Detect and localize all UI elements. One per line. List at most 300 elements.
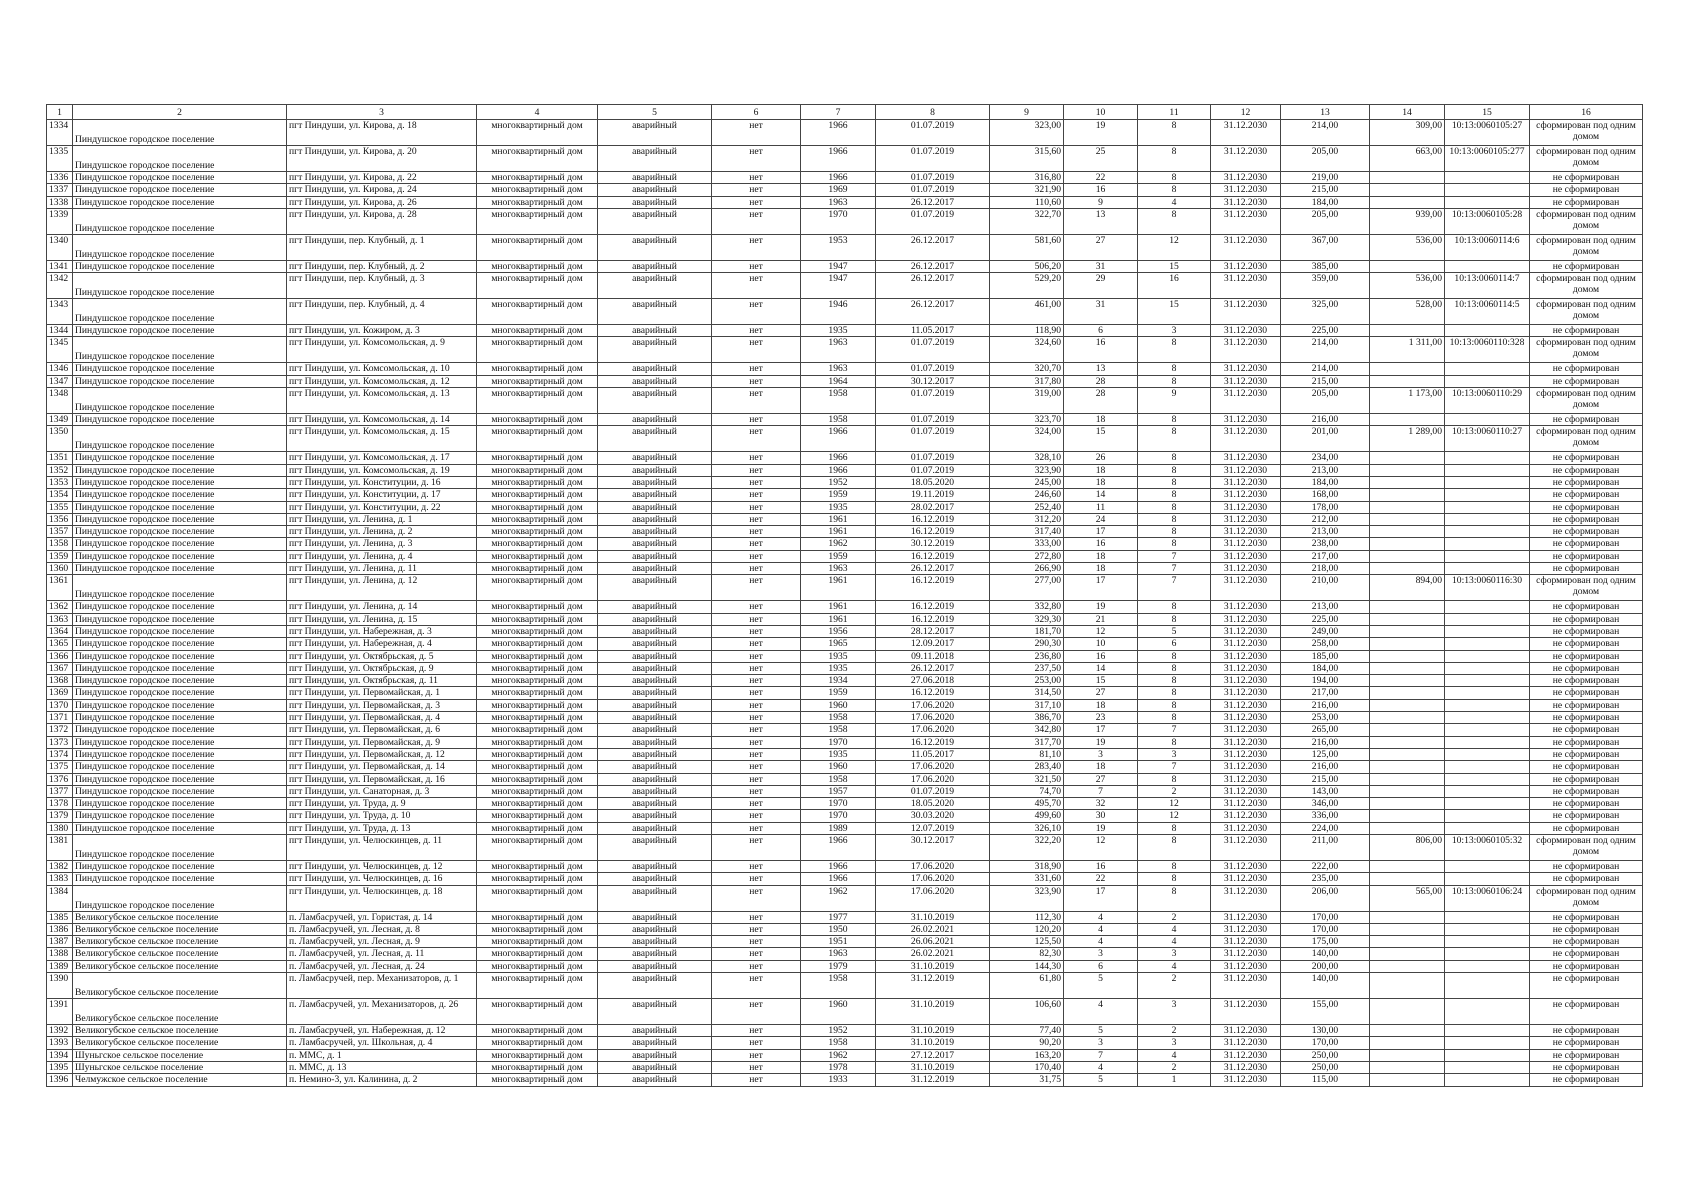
cell-residents: 9 — [1064, 196, 1138, 208]
cell-decision-date: 17.06.2020 — [876, 773, 990, 785]
cell-residents: 4 — [1064, 999, 1138, 1025]
cell-cadastral-number — [1445, 798, 1530, 810]
cell-residents: 17 — [1064, 526, 1138, 538]
cell-status-flag: нет — [712, 388, 801, 414]
cell-row-number: 1346 — [47, 363, 73, 375]
cell-row-number: 1366 — [47, 650, 73, 662]
table-row — [47, 1037, 1643, 1049]
cell-deadline: 31.12.2030 — [1211, 1061, 1281, 1073]
cell-municipality: Пиндушское городское поселение — [73, 146, 287, 172]
cell-land-status: не сформирован — [1530, 638, 1643, 650]
cell-row-number: 1340 — [47, 234, 73, 260]
cell-municipality: Пиндушское городское поселение — [73, 501, 287, 513]
cell-cost: 206,00 — [1281, 885, 1370, 911]
cell-decision-date: 26.12.2017 — [876, 260, 990, 272]
cell-municipality: Пиндушское городское поселение — [73, 489, 287, 501]
cell-apartments: 4 — [1138, 196, 1211, 208]
cell-status-flag: нет — [712, 999, 801, 1025]
cell-row-number: 1351 — [47, 452, 73, 464]
cell-apartments: 8 — [1138, 337, 1211, 363]
cell-address: пгт Пиндуши, ул. Конституции, д. 17 — [287, 489, 477, 501]
cell-deadline: 31.12.2030 — [1211, 936, 1281, 948]
table-row — [47, 936, 1643, 948]
cell-building-type: многоквартирный дом — [477, 452, 598, 464]
cell-decision-date: 11.05.2017 — [876, 325, 990, 337]
cell-row-number: 1377 — [47, 785, 73, 797]
cell-land-area — [1370, 601, 1445, 613]
cell-deadline: 31.12.2030 — [1211, 414, 1281, 426]
cell-year-built: 1962 — [801, 885, 876, 911]
cell-decision-date: 18.05.2020 — [876, 476, 990, 488]
cell-deadline: 31.12.2030 — [1211, 834, 1281, 860]
cell-deadline: 31.12.2030 — [1211, 464, 1281, 476]
cell-area: 329,30 — [990, 613, 1064, 625]
cell-land-area: 528,00 — [1370, 299, 1445, 325]
cell-status-flag: нет — [712, 873, 801, 885]
cell-cost: 211,00 — [1281, 834, 1370, 860]
cell-status-flag: нет — [712, 748, 801, 760]
cell-condition: аварийный — [598, 923, 712, 935]
cell-municipality: Пиндушское городское поселение — [73, 650, 287, 662]
cell-year-built: 1964 — [801, 375, 876, 387]
cell-apartments: 8 — [1138, 414, 1211, 426]
cell-cadastral-number — [1445, 613, 1530, 625]
cell-address: пгт Пиндуши, ул. Ленина, д. 12 — [287, 575, 477, 601]
cell-decision-date: 27.12.2017 — [876, 1049, 990, 1061]
cell-address: пгт Пиндуши, ул. Кирова, д. 22 — [287, 172, 477, 184]
cell-residents: 11 — [1064, 501, 1138, 513]
cell-year-built: 1966 — [801, 452, 876, 464]
cell-residents: 14 — [1064, 489, 1138, 501]
cell-residents: 29 — [1064, 273, 1138, 299]
cell-deadline: 31.12.2030 — [1211, 973, 1281, 999]
cell-residents: 18 — [1064, 550, 1138, 562]
cell-condition: аварийный — [598, 172, 712, 184]
cell-area: 252,40 — [990, 501, 1064, 513]
cell-condition: аварийный — [598, 1061, 712, 1073]
table-row — [47, 414, 1643, 426]
cell-condition: аварийный — [598, 822, 712, 834]
cell-municipality: Пиндушское городское поселение — [73, 208, 287, 234]
cell-building-type: многоквартирный дом — [477, 563, 598, 575]
cell-land-area: 939,00 — [1370, 208, 1445, 234]
cell-deadline: 31.12.2030 — [1211, 761, 1281, 773]
cell-area: 461,00 — [990, 299, 1064, 325]
cell-land-area — [1370, 761, 1445, 773]
cell-building-type: многоквартирный дом — [477, 513, 598, 525]
cell-address: пгт Пиндуши, пер. Клубный, д. 2 — [287, 260, 477, 272]
cell-municipality: Пиндушское городское поселение — [73, 822, 287, 834]
cell-deadline: 31.12.2030 — [1211, 923, 1281, 935]
cell-municipality: Пиндушское городское поселение — [73, 885, 287, 911]
cell-condition: аварийный — [598, 601, 712, 613]
cell-area: 61,80 — [990, 973, 1064, 999]
cell-residents: 22 — [1064, 172, 1138, 184]
cell-apartments: 8 — [1138, 146, 1211, 172]
cell-land-status: не сформирован — [1530, 601, 1643, 613]
cell-cost: 234,00 — [1281, 452, 1370, 464]
cell-cadastral-number — [1445, 1025, 1530, 1037]
cell-year-built: 1966 — [801, 426, 876, 452]
table-row — [47, 363, 1643, 375]
cell-decision-date: 01.07.2019 — [876, 146, 990, 172]
cell-cost: 224,00 — [1281, 822, 1370, 834]
cell-year-built: 1970 — [801, 736, 876, 748]
cell-land-status: не сформирован — [1530, 363, 1643, 375]
cell-status-flag: нет — [712, 337, 801, 363]
cell-apartments: 8 — [1138, 172, 1211, 184]
cell-condition: аварийный — [598, 337, 712, 363]
cell-land-status: не сформирован — [1530, 687, 1643, 699]
cell-address: пгт Пиндуши, ул. Кирова, д. 20 — [287, 146, 477, 172]
cell-condition: аварийный — [598, 860, 712, 872]
table-row — [47, 538, 1643, 550]
cell-apartments: 8 — [1138, 120, 1211, 146]
cell-address: пгт Пиндуши, ул. Комсомольская, д. 17 — [287, 452, 477, 464]
cell-land-status: не сформирован — [1530, 1061, 1643, 1073]
cell-residents: 16 — [1064, 184, 1138, 196]
cell-deadline: 31.12.2030 — [1211, 1025, 1281, 1037]
table-row — [47, 120, 1643, 146]
cell-building-type: многоквартирный дом — [477, 299, 598, 325]
cell-year-built: 1947 — [801, 273, 876, 299]
cell-area: 317,70 — [990, 736, 1064, 748]
cell-building-type: многоквартирный дом — [477, 337, 598, 363]
cell-apartments: 1 — [1138, 1074, 1211, 1086]
cell-municipality: Пиндушское городское поселение — [73, 761, 287, 773]
cell-building-type: многоквартирный дом — [477, 885, 598, 911]
cell-status-flag: нет — [712, 785, 801, 797]
cell-land-area — [1370, 873, 1445, 885]
table-row — [47, 1061, 1643, 1073]
cell-condition: аварийный — [598, 650, 712, 662]
cell-year-built: 1935 — [801, 501, 876, 513]
cell-deadline: 31.12.2030 — [1211, 501, 1281, 513]
cell-status-flag: нет — [712, 476, 801, 488]
table-row — [47, 234, 1643, 260]
cell-municipality: Пиндушское городское поселение — [73, 260, 287, 272]
table-row — [47, 489, 1643, 501]
cell-cost: 185,00 — [1281, 650, 1370, 662]
cell-cadastral-number — [1445, 687, 1530, 699]
cell-condition: аварийный — [598, 712, 712, 724]
cell-condition: аварийный — [598, 414, 712, 426]
cell-land-area — [1370, 452, 1445, 464]
cell-cost: 217,00 — [1281, 550, 1370, 562]
cell-apartments: 8 — [1138, 363, 1211, 375]
cell-decision-date: 26.12.2017 — [876, 234, 990, 260]
cell-land-status: не сформирован — [1530, 513, 1643, 525]
cell-address: пгт Пиндуши, ул. Кирова, д. 24 — [287, 184, 477, 196]
cell-residents: 18 — [1064, 414, 1138, 426]
cell-land-status: не сформирован — [1530, 973, 1643, 999]
cell-building-type: многоквартирный дом — [477, 172, 598, 184]
cell-municipality: Пиндушское городское поселение — [73, 299, 287, 325]
cell-apartments: 7 — [1138, 575, 1211, 601]
cell-status-flag: нет — [712, 196, 801, 208]
cell-building-type: многоквартирный дом — [477, 960, 598, 972]
cell-condition: аварийный — [598, 426, 712, 452]
cell-condition: аварийный — [598, 260, 712, 272]
cell-deadline: 31.12.2030 — [1211, 960, 1281, 972]
cell-status-flag: нет — [712, 363, 801, 375]
cell-condition: аварийный — [598, 146, 712, 172]
cell-land-area — [1370, 923, 1445, 935]
cell-cost: 212,00 — [1281, 513, 1370, 525]
cell-cost: 213,00 — [1281, 601, 1370, 613]
cell-apartments: 6 — [1138, 638, 1211, 650]
cell-cadastral-number — [1445, 1061, 1530, 1073]
cell-building-type: многоквартирный дом — [477, 146, 598, 172]
cell-row-number: 1335 — [47, 146, 73, 172]
cell-address: пгт Пиндуши, ул. Комсомольская, д. 19 — [287, 464, 477, 476]
cell-deadline: 31.12.2030 — [1211, 675, 1281, 687]
cell-apartments: 4 — [1138, 1049, 1211, 1061]
table-row — [47, 172, 1643, 184]
cell-row-number: 1378 — [47, 798, 73, 810]
cell-year-built: 1966 — [801, 172, 876, 184]
cell-residents: 17 — [1064, 575, 1138, 601]
cell-status-flag: нет — [712, 146, 801, 172]
table-row — [47, 911, 1643, 923]
cell-municipality: Пиндушское городское поселение — [73, 699, 287, 711]
cell-building-type: многоквартирный дом — [477, 736, 598, 748]
cell-land-area: 806,00 — [1370, 834, 1445, 860]
column-header: 7 — [801, 105, 876, 120]
table-row — [47, 736, 1643, 748]
cell-status-flag: нет — [712, 613, 801, 625]
cell-area: 322,70 — [990, 208, 1064, 234]
cell-area: 323,70 — [990, 414, 1064, 426]
cell-residents: 12 — [1064, 625, 1138, 637]
cell-decision-date: 26.06.2021 — [876, 936, 990, 948]
cell-land-status: не сформирован — [1530, 798, 1643, 810]
cell-cost: 216,00 — [1281, 414, 1370, 426]
column-header: 14 — [1370, 105, 1445, 120]
cell-area: 237,50 — [990, 662, 1064, 674]
cell-decision-date: 16.12.2019 — [876, 687, 990, 699]
cell-apartments: 12 — [1138, 798, 1211, 810]
cell-year-built: 1953 — [801, 234, 876, 260]
cell-cadastral-number — [1445, 748, 1530, 760]
cell-land-status: сформирован под одним домом — [1530, 834, 1643, 860]
cell-address: п. Ламбасручей, ул. Механизаторов, д. 26 — [287, 999, 477, 1025]
cell-apartments: 8 — [1138, 526, 1211, 538]
cell-apartments: 12 — [1138, 810, 1211, 822]
cell-cost: 201,00 — [1281, 426, 1370, 452]
cell-municipality: Великогубское сельское поселение — [73, 936, 287, 948]
cell-year-built: 1961 — [801, 613, 876, 625]
cell-cost: 205,00 — [1281, 146, 1370, 172]
cell-deadline: 31.12.2030 — [1211, 260, 1281, 272]
cell-status-flag: нет — [712, 761, 801, 773]
cell-cadastral-number — [1445, 960, 1530, 972]
cell-year-built: 1960 — [801, 699, 876, 711]
cell-row-number: 1380 — [47, 822, 73, 834]
cell-row-number: 1364 — [47, 625, 73, 637]
cell-area: 328,10 — [990, 452, 1064, 464]
cell-land-area — [1370, 196, 1445, 208]
cell-building-type: многоквартирный дом — [477, 785, 598, 797]
cell-address: пгт Пиндуши, ул. Ленина, д. 11 — [287, 563, 477, 575]
cell-decision-date: 28.12.2017 — [876, 625, 990, 637]
cell-building-type: многоквартирный дом — [477, 699, 598, 711]
cell-deadline: 31.12.2030 — [1211, 712, 1281, 724]
cell-area: 316,80 — [990, 172, 1064, 184]
cell-address: п. Ламбасручей, ул. Лесная, д. 9 — [287, 936, 477, 948]
cell-cadastral-number — [1445, 538, 1530, 550]
cell-cost: 385,00 — [1281, 260, 1370, 272]
cell-cadastral-number — [1445, 662, 1530, 674]
cell-row-number: 1386 — [47, 923, 73, 935]
cell-land-area — [1370, 712, 1445, 724]
cell-address: пгт Пиндуши, ул. Первомайская, д. 6 — [287, 724, 477, 736]
cell-row-number: 1389 — [47, 960, 73, 972]
cell-year-built: 1947 — [801, 260, 876, 272]
cell-area: 317,80 — [990, 375, 1064, 387]
cell-cost: 225,00 — [1281, 613, 1370, 625]
cell-land-status: не сформирован — [1530, 196, 1643, 208]
cell-cadastral-number: 10:13:0060114:5 — [1445, 299, 1530, 325]
cell-land-area: 536,00 — [1370, 273, 1445, 299]
cell-apartments: 4 — [1138, 923, 1211, 935]
cell-building-type: многоквартирный дом — [477, 489, 598, 501]
table-row — [47, 810, 1643, 822]
cell-condition: аварийный — [598, 948, 712, 960]
cell-year-built: 1966 — [801, 146, 876, 172]
cell-cadastral-number — [1445, 563, 1530, 575]
cell-apartments: 8 — [1138, 513, 1211, 525]
cell-land-status: не сформирован — [1530, 414, 1643, 426]
cell-year-built: 1962 — [801, 538, 876, 550]
cell-municipality: Пиндушское городское поселение — [73, 363, 287, 375]
cell-land-status: не сформирован — [1530, 736, 1643, 748]
table-row — [47, 325, 1643, 337]
cell-land-area — [1370, 563, 1445, 575]
cell-condition: аварийный — [598, 120, 712, 146]
cell-municipality: Пиндушское городское поселение — [73, 736, 287, 748]
column-header: 10 — [1064, 105, 1138, 120]
cell-row-number: 1348 — [47, 388, 73, 414]
cell-building-type: многоквартирный дом — [477, 1049, 598, 1061]
cell-cadastral-number — [1445, 325, 1530, 337]
cell-address: п. Ламбасручей, ул. Набережная, д. 12 — [287, 1025, 477, 1037]
cell-cadastral-number — [1445, 464, 1530, 476]
cell-area: 31,75 — [990, 1074, 1064, 1086]
table-row — [47, 273, 1643, 299]
cell-land-status: не сформирован — [1530, 699, 1643, 711]
cell-land-area — [1370, 860, 1445, 872]
cell-residents: 17 — [1064, 724, 1138, 736]
cell-building-type: многоквартирный дом — [477, 761, 598, 773]
cell-address: пгт Пиндуши, ул. Первомайская, д. 12 — [287, 748, 477, 760]
cell-row-number: 1387 — [47, 936, 73, 948]
cell-land-status: не сформирован — [1530, 724, 1643, 736]
cell-row-number: 1349 — [47, 414, 73, 426]
table-row — [47, 822, 1643, 834]
cell-address: пгт Пиндуши, ул. Первомайская, д. 16 — [287, 773, 477, 785]
cell-status-flag: нет — [712, 923, 801, 935]
cell-municipality: Пиндушское городское поселение — [73, 712, 287, 724]
cell-land-status: не сформирован — [1530, 501, 1643, 513]
cell-cost: 219,00 — [1281, 172, 1370, 184]
cell-status-flag: нет — [712, 1061, 801, 1073]
table-row — [47, 675, 1643, 687]
cell-status-flag: нет — [712, 120, 801, 146]
cell-area: 495,70 — [990, 798, 1064, 810]
cell-deadline: 31.12.2030 — [1211, 426, 1281, 452]
cell-deadline: 31.12.2030 — [1211, 388, 1281, 414]
cell-condition: аварийный — [598, 748, 712, 760]
cell-building-type: многоквартирный дом — [477, 575, 598, 601]
cell-deadline: 31.12.2030 — [1211, 375, 1281, 387]
cell-cadastral-number — [1445, 860, 1530, 872]
cell-land-area — [1370, 911, 1445, 923]
cell-building-type: многоквартирный дом — [477, 325, 598, 337]
table-row — [47, 948, 1643, 960]
cell-area: 506,20 — [990, 260, 1064, 272]
cell-cadastral-number — [1445, 761, 1530, 773]
cell-row-number: 1382 — [47, 860, 73, 872]
cell-status-flag: нет — [712, 1049, 801, 1061]
cell-status-flag: нет — [712, 184, 801, 196]
cell-area: 529,20 — [990, 273, 1064, 299]
cell-land-area — [1370, 375, 1445, 387]
cell-decision-date: 26.02.2021 — [876, 923, 990, 935]
cell-status-flag: нет — [712, 208, 801, 234]
cell-residents: 3 — [1064, 948, 1138, 960]
cell-cadastral-number — [1445, 489, 1530, 501]
cell-condition: аварийный — [598, 575, 712, 601]
cell-year-built: 1957 — [801, 785, 876, 797]
cell-decision-date: 31.10.2019 — [876, 1061, 990, 1073]
cell-cost: 214,00 — [1281, 337, 1370, 363]
cell-building-type: многоквартирный дом — [477, 675, 598, 687]
cell-cost: 205,00 — [1281, 208, 1370, 234]
cell-row-number: 1372 — [47, 724, 73, 736]
cell-decision-date: 31.10.2019 — [876, 911, 990, 923]
table-row — [47, 501, 1643, 513]
cell-row-number: 1362 — [47, 601, 73, 613]
cell-deadline: 31.12.2030 — [1211, 489, 1281, 501]
cell-area: 74,70 — [990, 785, 1064, 797]
cell-cost: 216,00 — [1281, 736, 1370, 748]
cell-cost: 367,00 — [1281, 234, 1370, 260]
cell-cadastral-number — [1445, 873, 1530, 885]
cell-status-flag: нет — [712, 736, 801, 748]
cell-area: 163,20 — [990, 1049, 1064, 1061]
cell-building-type: многоквартирный дом — [477, 363, 598, 375]
cell-land-status: не сформирован — [1530, 999, 1643, 1025]
cell-municipality: Пиндушское городское поселение — [73, 513, 287, 525]
cell-cadastral-number: 10:13:0060105:27 — [1445, 120, 1530, 146]
cell-year-built: 1963 — [801, 337, 876, 363]
cell-row-number: 1396 — [47, 1074, 73, 1086]
cell-condition: аварийный — [598, 363, 712, 375]
cell-residents: 19 — [1064, 120, 1138, 146]
cell-row-number: 1338 — [47, 196, 73, 208]
cell-address: пгт Пиндуши, ул. Ленина, д. 2 — [287, 526, 477, 538]
cell-area: 81,10 — [990, 748, 1064, 760]
cell-land-area — [1370, 675, 1445, 687]
cell-residents: 6 — [1064, 325, 1138, 337]
cell-year-built: 1962 — [801, 1049, 876, 1061]
cell-building-type: многоквартирный дом — [477, 426, 598, 452]
cell-year-built: 1935 — [801, 650, 876, 662]
cell-cost: 359,00 — [1281, 273, 1370, 299]
cell-cost: 213,00 — [1281, 464, 1370, 476]
cell-land-status: не сформирован — [1530, 613, 1643, 625]
